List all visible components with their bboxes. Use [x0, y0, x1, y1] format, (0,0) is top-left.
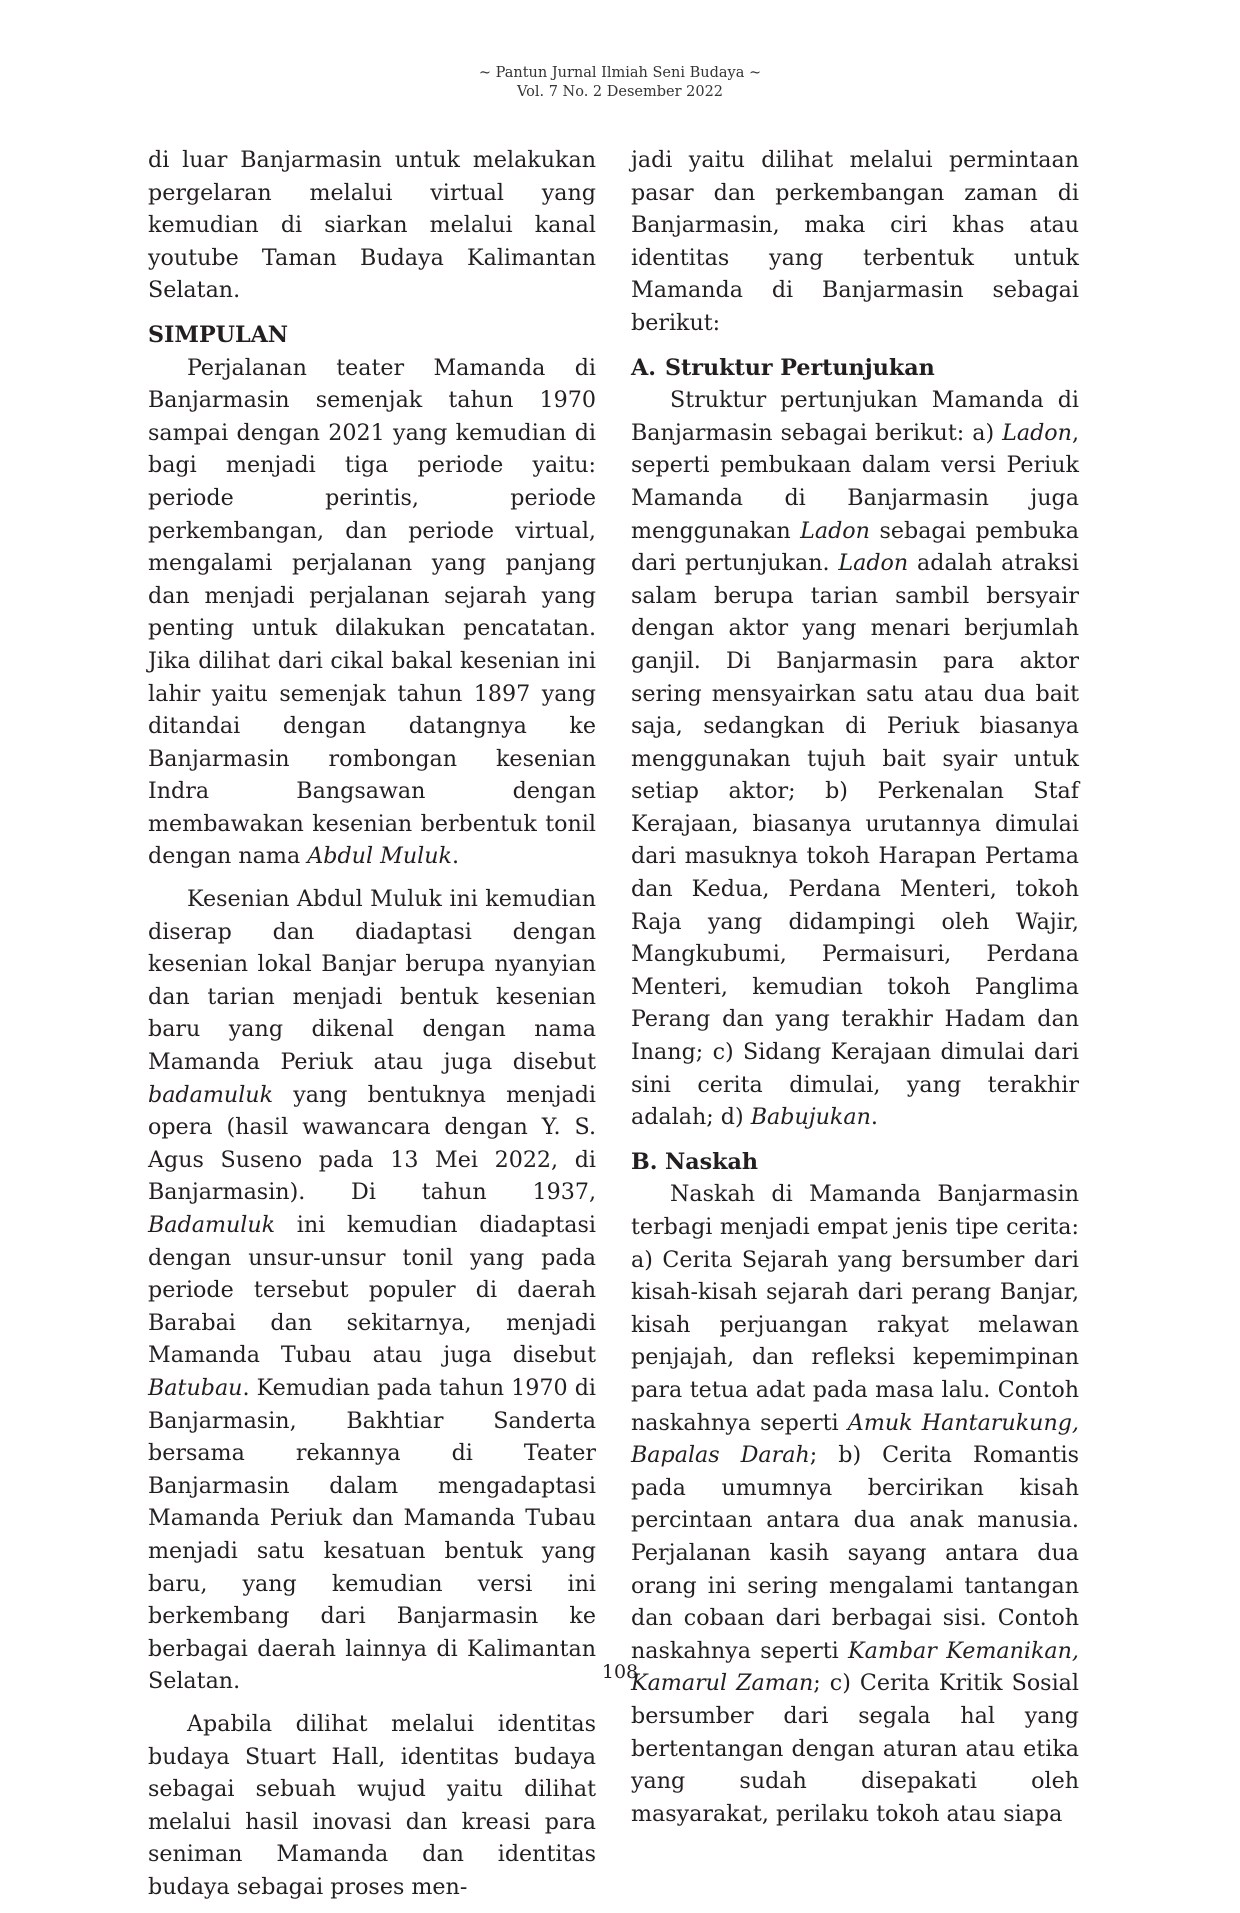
subsection-title: Naskah [665, 1148, 759, 1175]
page-number: 108 [601, 1661, 639, 1683]
paragraph-continued: di luar Banjarmasin untuk melakukan pergelaran melalui virtual yang kemudian di siarkan melalui kanal youtube Taman Budaya Kalimantan Selatan. [148, 147, 596, 304]
left-column [148, 144, 596, 1913]
subsection-heading-b [631, 1146, 1079, 1179]
paragraph: Struktur pertunjukan Mamanda di Banjarmasin sebagai berikut: a) Ladon, seperti pembukaan dalam versi Periuk Mamanda di Banjarmasin juga menggunakan Ladon sebagai pembuka dari pertunjukan. Ladon adalah atraksi salam berupa tarian sambil bersyair dengan aktor yang menari berjumlah ganjil. Di Banjarmasin para aktor sering mensyairkan satu atau dua bait saja, sedangkan di Periuk biasanya menggunakan tujuh bait syair untuk setiap aktor; b) Perkenalan Staf Kerajaan, biasanya urutannya dimulai dari masuknya tokoh Harapan Pertama dan Kedua, Perdana Menteri, tokoh Raja yang didampingi oleh Wajir, Mangkubumi, Permaisuri, Perdana Menteri, kemudian tokoh Panglima Perang dan yang terakhir Hadam dan Inang; c) Sidang Kerajaan dimulai dari sini cerita dimulai, yang terakhir adalah; d) Babujukan. [631, 387, 1079, 1131]
paragraph: Apabila dilihat melalui identitas budaya Stuart Hall, identitas budaya sebagai sebuah wujud yaitu dilihat melalui hasil inovasi dan kreasi para seniman Mamanda dan identitas budaya sebagai proses men- [148, 1710, 596, 1900]
paragraph-continued: jadi yaitu dilihat melalui permintaan pasar dan perkembangan zaman di Banjarmasin, maka ciri khas atau identitas yang terbentuk untuk Mamanda di Banjarmasin sebagai berikut: [631, 147, 1079, 336]
subsection-heading-a [631, 352, 1079, 385]
paragraph: Kesenian Abdul Muluk ini kemudian diserap dan diadaptasi dengan kesenian lokal Banjar berupa nyanyian dan tarian menjadi bentuk kesenian baru yang dikenal dengan nama Mamanda Periuk atau juga disebut badamuluk yang bentuknya menjadi opera (hasil wawancara dengan Y. S. Agus Suseno pada 13 Mei 2022, di Banjarmasin). Di tahun 1937, Badamuluk ini kemudian diadaptasi dengan unsur-unsur tonil yang pada periode tersebut populer di daerah Barabai dan sekitarnya, menjadi Mamanda Tubau atau juga disebut Batubau. Kemudian pada tahun 1970 di Banjarmasin, Bakhtiar Sanderta bersama rekannya di Teater Banjarmasin dalam mengadaptasi Mamanda Periuk dan Mamanda Tubau menjadi satu kesatuan bentuk yang baru, yang kemudian versi ini berkembang dari Banjarmasin ke berbagai daerah lainnya di Kalimantan Selatan. [148, 886, 596, 1695]
paragraph: Naskah di Mamanda Banjarmasin terbagi menjadi empat jenis tipe cerita: a) Cerita Sejarah yang bersumber dari kisah-kisah sejarah dari perang Banjar, kisah perjuangan rakyat melawan penjajah, dan refleksi kepemimpinan para tetua adat pada masa lalu. Contoh naskahnya seperti Amuk Hantarukung, Bapalas Darah; b) Cerita Romantis pada umumnya bercirikan kisah percintaan antara dua anak manusia. Perjalanan kasih sayang antara dua orang ini sering mengalami tantangan dan cobaan dari berbagai sisi. Contoh naskahnya seperti Kambar Kemanikan, Kamarul Zaman; c) Cerita Kritik Sosial bersumber dari segala hal yang bertentangan dengan aturan atau etika yang sudah disepakati oleh masyarakat, perilaku tokoh atau siapa [631, 1181, 1080, 1827]
paragraph: Perjalanan teater Mamanda di Banjarmasin semenjak tahun 1970 sampai dengan 2021 yang kemudian di bagi menjadi tiga periode yaitu: periode perintis, periode perkembangan, dan periode virtual, mengalami perjalanan yang panjang dan menjadi perjalanan sejarah yang penting untuk dilakukan pencatatan. Jika dilihat dari cikal bakal kesenian ini lahir yaitu semenjak tahun 1897 yang ditandai dengan datangnya ke Banjarmasin rombongan kesenian Indra Bangsawan dengan membawakan kesenian berbentuk tonil dengan nama Abdul Muluk. [148, 354, 596, 870]
running-header [0, 64, 1240, 102]
section-heading-simpulan: SIMPULAN [148, 321, 289, 348]
issue-info: Vol. 7 No. 2 Desember 2022 [516, 84, 724, 100]
subsection-number: A. [631, 354, 656, 381]
subsection-title: Struktur Pertunjukan [665, 354, 935, 381]
subsection-number: B. [631, 1148, 658, 1175]
journal-title: ~ Pantun Jurnal Ilmiah Seni Budaya ~ [478, 65, 762, 81]
right-column [631, 144, 1079, 1840]
